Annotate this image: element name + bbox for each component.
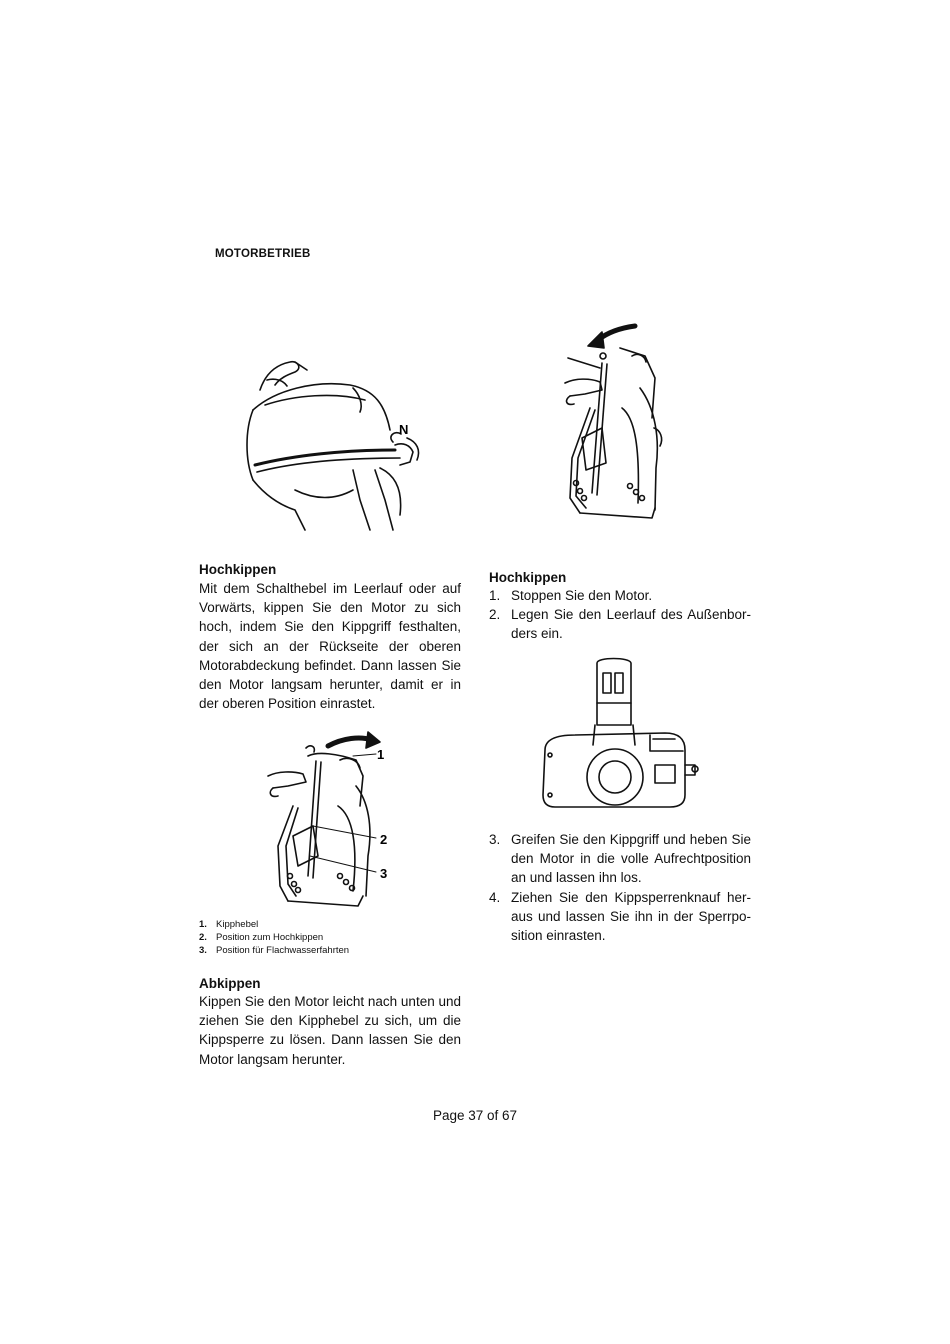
step-item: 1. Stoppen Sie den Motor. [489,588,653,603]
figure-remote-control [535,655,705,815]
heading-abkippen: Abkippen [199,976,261,991]
figure-engine-cover [235,350,435,535]
callout-1: 1 [377,747,385,762]
legend-item: 2. Position zum Hochkippen [199,932,324,943]
figure-tilt-up [560,318,670,523]
steps-list-a [489,586,751,644]
callout-3: 3 [380,866,388,881]
step-item: 2. Legen Sie den Leerlauf des Außenborders ein. [489,607,751,642]
heading-hochkippen-right: Hochkippen [489,570,567,585]
heading-hochkippen-left: Hochkippen [199,562,277,577]
page-number: Page 37 of 67 [432,1108,518,1123]
callout-2: 2 [380,832,388,847]
step-item: 4. Ziehen Sie den Kippsperrenknauf heraus und lassen Sie ihn in der Sperrposition einrasten. [489,889,751,944]
section-header: MOTORBETRIEB [215,248,311,260]
paragraph-abkippen: Kippen Sie den Motor leicht nach unten und ziehen Sie den Kipphebel zu sich, um die Kippsperre zu lösen. Dann lassen Sie den Motor langsam herunter. [199,994,461,1067]
legend-item: 1. Kipphebel [199,919,259,930]
figure-legend [199,918,349,957]
figure-tilt-lever [268,726,398,916]
label-n: N [399,422,409,437]
paragraph-hochkippen: Mit dem Schalthebel im Leerlauf oder auf Vorwärts, kippen Sie den Motor zu sich hoch, indem Sie den Kippgriff festhalten, der sich an der Rückseite der oberen Motorabdeckung befindet. Dann lassen Sie den Motor langsam herunter, damit er in der oberen Position einrastet. [199,581,461,712]
legend-item: 3. Position für Flachwasserfahrten [199,945,350,956]
step-item: 3. Greifen Sie den Kippgriff und heben Sie den Motor in die volle Aufrechtposition an und lassen ihn los. [489,832,751,886]
steps-list-b [489,830,751,945]
